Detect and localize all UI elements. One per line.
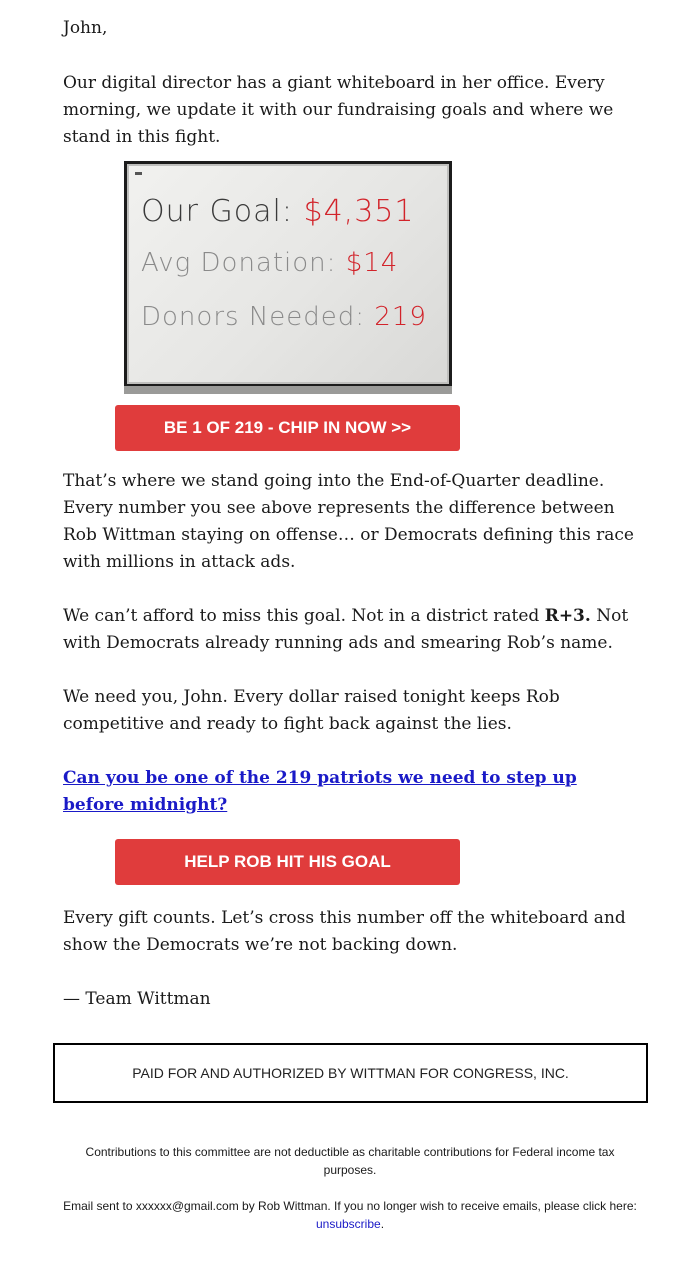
whiteboard-donors-line (141, 302, 427, 332)
signoff: — Team Wittman (63, 989, 211, 1009)
patriots-ask-link[interactable]: Can you be one of the 219 patriots we need to step up before midnight? (63, 768, 577, 815)
email-content-body (0, 468, 700, 819)
unsubscribe-link[interactable]: unsubscribe (315, 1217, 381, 1231)
deadline-paragraph: That’s where we stand going into the End-of-Quarter deadline. Every number you see above represents the difference between Rob Wittman staying on offense… or Democrats defining this race with millions in attack ads. (63, 471, 634, 572)
need-you-paragraph: We need you, John. Every dollar raised tonight keeps Rob competitive and ready to fight back against the lies. (63, 687, 560, 734)
paid-for-disclaimer: PAID FOR AND AUTHORIZED BY WITTMAN FOR CONGRESS, INC. (53, 1043, 648, 1103)
district-rating: R+3. (544, 606, 591, 626)
chip-in-button[interactable]: BE 1 OF 219 - CHIP IN NOW >> (115, 405, 460, 451)
whiteboard-avg-label: Avg Donation: (141, 248, 337, 278)
closing-paragraph: Every gift counts. Let’s cross this number off the whiteboard and show the Democrats we’re not backing down. (63, 908, 626, 955)
unsubscribe-suffix: . (380, 1217, 385, 1231)
sent-to-text: Email sent to xxxxxx@gmail.com by Rob Wittman. If you no longer wish to receive emails, please click here: (63, 1199, 637, 1213)
sent-to-note (0, 1197, 700, 1233)
intro-paragraph: Our digital director has a giant whiteboard in her office. Every morning, we update it with our fundraising goals and where we stand in this fight. (63, 73, 614, 147)
whiteboard-goal-label: Our Goal: (141, 194, 293, 229)
whiteboard-marker-dot (135, 172, 142, 175)
help-rob-button[interactable]: HELP ROB HIT HIS GOAL (115, 839, 460, 885)
email-content-closing (0, 905, 700, 1013)
ask-paragraph (63, 765, 637, 819)
whiteboard-goal-value: $4,351 (303, 194, 415, 229)
district-paragraph (63, 603, 637, 657)
whiteboard-avg-value: $14 (345, 248, 399, 278)
email-content (0, 0, 700, 151)
whiteboard-goal-line (141, 194, 414, 229)
tax-note: Contributions to this committee are not deductible as charitable contributions for Federal income tax purposes. (85, 1145, 615, 1177)
whiteboard-donors-label: Donors Needed: (141, 302, 366, 332)
district-text-before: We can’t afford to miss this goal. Not in a district rated (63, 606, 545, 626)
whiteboard-avg-line (141, 248, 398, 278)
whiteboard-donors-value: 219 (374, 302, 427, 332)
district-text-after: Not with Democrats already running ads and smearing Rob’s name. (63, 606, 629, 653)
greeting: John, (63, 18, 108, 38)
whiteboard-surface (127, 164, 449, 384)
whiteboard-image[interactable] (124, 161, 452, 394)
whiteboard-tray (124, 386, 452, 394)
